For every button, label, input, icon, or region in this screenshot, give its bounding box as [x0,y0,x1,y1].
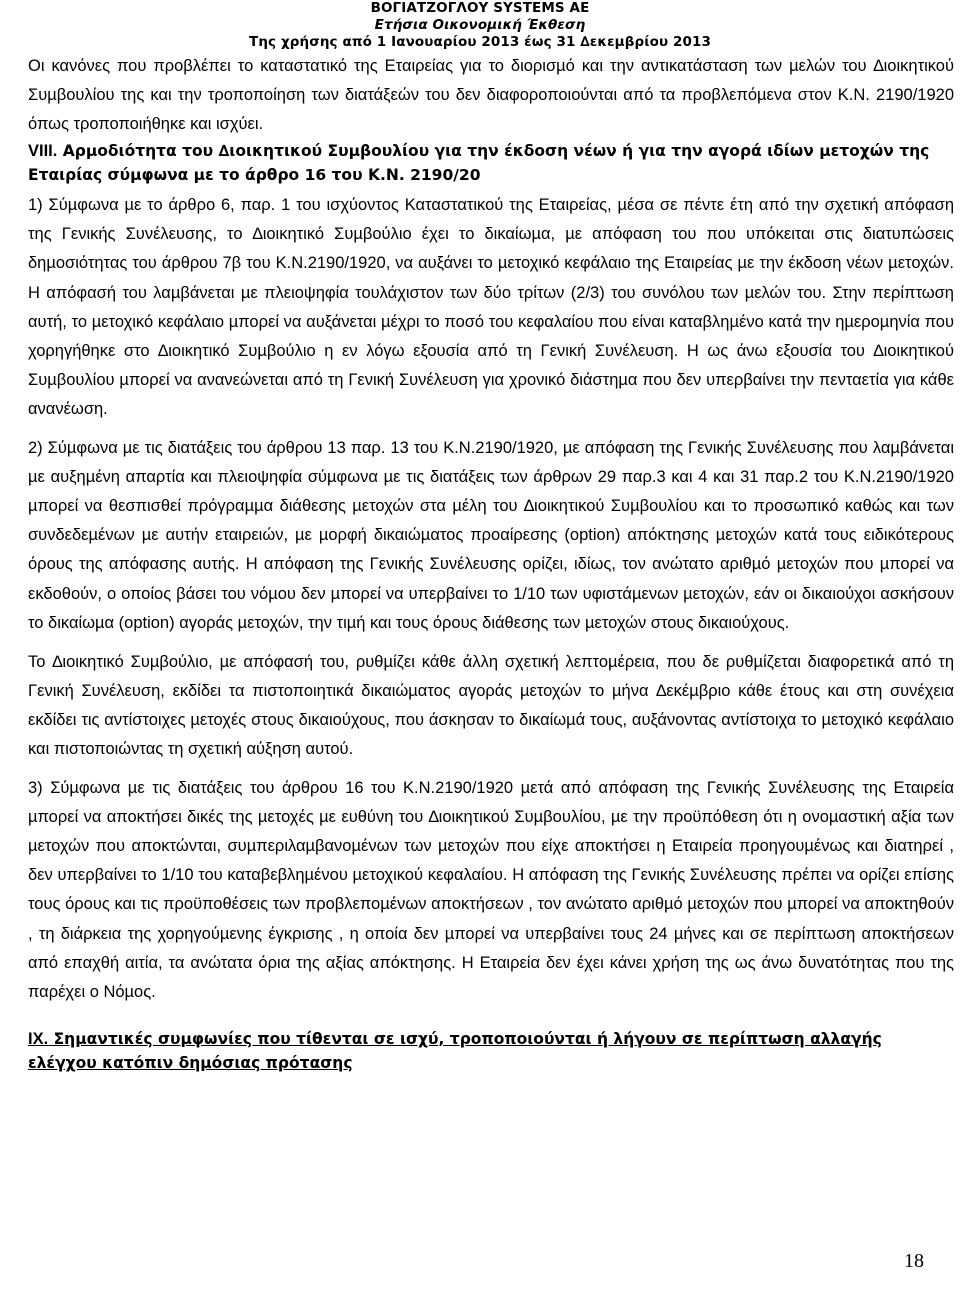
document-body [28,52,954,1075]
paragraph-1: 1) Σύµφωνα µε το άρθρο 6, παρ. 1 του ισχύοντος Καταστατικού της Εταιρείας, µέσα σε πέντε έτη από την σχετική απόφαση της Γενικής Συνέλευσης, το ∆ιοικητικό Συµβούλιο έχει το δικαίωµα, µε απόφαση του που υπόκειται στις διατυπώσεις δηµοσιότητας του άρθρου 7β του Κ.Ν.2190/1920, να αυξάνει το µετοχικό κεφάλαιο της Εταιρείας µε την έκδοση νέων µετοχών. Η απόφασή του λαµβάνεται µε πλειοψηφία τουλάχιστον των δύο τρίτων (2/3) του συνόλου των µελών του. Στην περίπτωση αυτή, το µετοχικό κεφάλαιο µπορεί να αυξάνεται µέχρι το ποσό του κεφαλαίου που είναι καταβληµένο κατά την ηµεροµηνία που χορηγήθηκε στο ∆ιοικητικό Συµβούλιο η εν λόγω εξουσία από τη Γενική Συνέλευση. Η ως άνω εξουσία του ∆ιοικητικού Συµβουλίου µπορεί να ανανεώνεται από τη Γενική Συνέλευση για χρονικό διάστηµα που δεν υπερβαίνει την πενταετία για κάθε ανανέωση. [28,196,954,418]
report-title: Ετήσια Οικονοµική Έκθεση [374,17,586,33]
section-ix-number: IX. [28,1029,49,1048]
section-viii-heading [28,139,954,187]
report-period: Της χρήσης από 1 Ιανουαρίου 2013 έως 31 ∆εκεµβρίου 2013 [249,34,711,50]
page-header [0,0,960,51]
paragraph-2: 2) Σύµφωνα µε τις διατάξεις του άρθρου 13 παρ. 13 του Κ.Ν.2190/1920, µε απόφαση της Γενικής Συνέλευσης που λαµβάνεται µε αυξηµένη απαρτία και πλειοψηφία σύµφωνα µε τις διατάξεις των άρθρων 29 παρ.3 και 4 και 31 παρ.2 του Κ.Ν.2190/1920 µπορεί να θεσπισθεί πρόγραµµα διάθεσης µετοχών στα µέλη του ∆ιοικητικού Συµβουλίου και το προσωπικό καθώς και των συνδεδεµένων µε αυτήν εταιρειών, µε µορφή δικαιώµατος προαίρεσης (option) απόκτησης µετοχών κατά τους ειδικότερους όρους της απόφασης αυτής. Η απόφαση της Γενικής Συνέλευσης ορίζει, ιδίως, τον ανώτατο αριθµό µετοχών που µπορεί να εκδοθούν, ο οποίος βάσει του νόµου δεν µπορεί να υπερβαίνει το 1/10 των υφιστάµενων µετοχών, εάν οι δικαιούχοι ασκήσουν το δικαίωµα (option) αγοράς µετοχών, την τιµή και τους όρους διάθεσης των µετοχών στους δικαιούχους. [28,439,954,632]
intro-paragraph: Οι κανόνες που προβλέπει το καταστατικό της Εταιρείας για το διορισµό και την αντικατάσταση των µελών του ∆ιοικητικού Συµβουλίου της και την τροποποίηση των διατάξεών του δεν διαφοροποιούνται από τα προβλεπόµενα στον Κ.Ν. 2190/1920 όπως τροποποιήθηκε και ισχύει. [28,57,954,134]
paragraph-3: Το ∆ιοικητικό Συµβούλιο, µε απόφασή του, ρυθµίζει κάθε άλλη σχετική λεπτοµέρεια, που δε ρυθµίζεται διαφορετικά από τη Γενική Συνέλευση, εκδίδει τα πιστοποιητικά δικαιώµατος αγοράς µετοχών το µήνα ∆εκέµβριο κάθε έτους και στη συνέχεια εκδίδει τις αντίστοιχες µετοχές στους δικαιούχους, που άσκησαν το δικαίωµά τους, αυξάνοντας αντίστοιχα το µετοχικό κεφάλαιο και πιστοποιώντας τη σχετική αύξηση αυτού. [28,652,954,758]
section-ix-heading [28,1027,954,1075]
paragraph-4: 3) Σύµφωνα µε τις διατάξεις του άρθρου 16 του Κ.Ν.2190/1920 µετά από απόφαση της Γενικής Συνέλευσης της Εταιρεία µπορεί να αποκτήσει δικές της µετοχές µε ευθύνη του ∆ιοικητικού Συµβουλίου, µε την προϋπόθεση ότι η ονοµαστική αξία των µετοχών που αποκτώνται, συµπεριλαµβανοµένων των µετοχών που είχε αποκτήσει η Εταιρεία προηγουµένως και διατηρεί , δεν υπερβαίνει το 1/10 του καταβεβληµένου µετοχικού κεφαλαίου. Η απόφαση της Γενικής Συνέλευσης πρέπει να ορίζει επίσης τους όρους και τις προϋποθέσεις των προβλεποµένων αποκτήσεων , τον ανώτατο αριθµό µετοχών που µπορεί να αποκτηθούν , τη διάρκεια της χορηγούµενης έγκρισης , η οποία δεν µπορεί να υπερβαίνει τους 24 µήνες και σε περίπτωση αποκτήσεων από επαχθή αιτία, τα ανώτατα όρια της αξίας απόκτησης. Η Εταιρεία δεν έχει κάνει χρήση της ως άνω δυνατότητας που της παρέχει ο Νόµος. [28,779,954,1001]
section-ix-title: Σηµαντικές συµφωνίες που τίθενται σε ισχύ, τροποποιούνται ή λήγουν σε περίπτωση αλλαγής ελέγχου κατόπιν δηµόσιας πρότασης [28,1029,882,1072]
section-viii-number: VIII. [28,142,58,161]
page-number: 18 [904,1250,924,1272]
section-viii-title: Αρµοδιότητα του ∆ιοικητικού Συµβουλίου για την έκδοση νέων ή για την αγορά ιδίων µετοχών της Εταιρίας σύµφωνα µε το άρθρο 16 του Κ.Ν. 2190/20 [28,142,930,185]
company-name: ΒΟΓΙΑΤΖΟΓΛΟΥ SYSTEMS AE [370,0,590,16]
